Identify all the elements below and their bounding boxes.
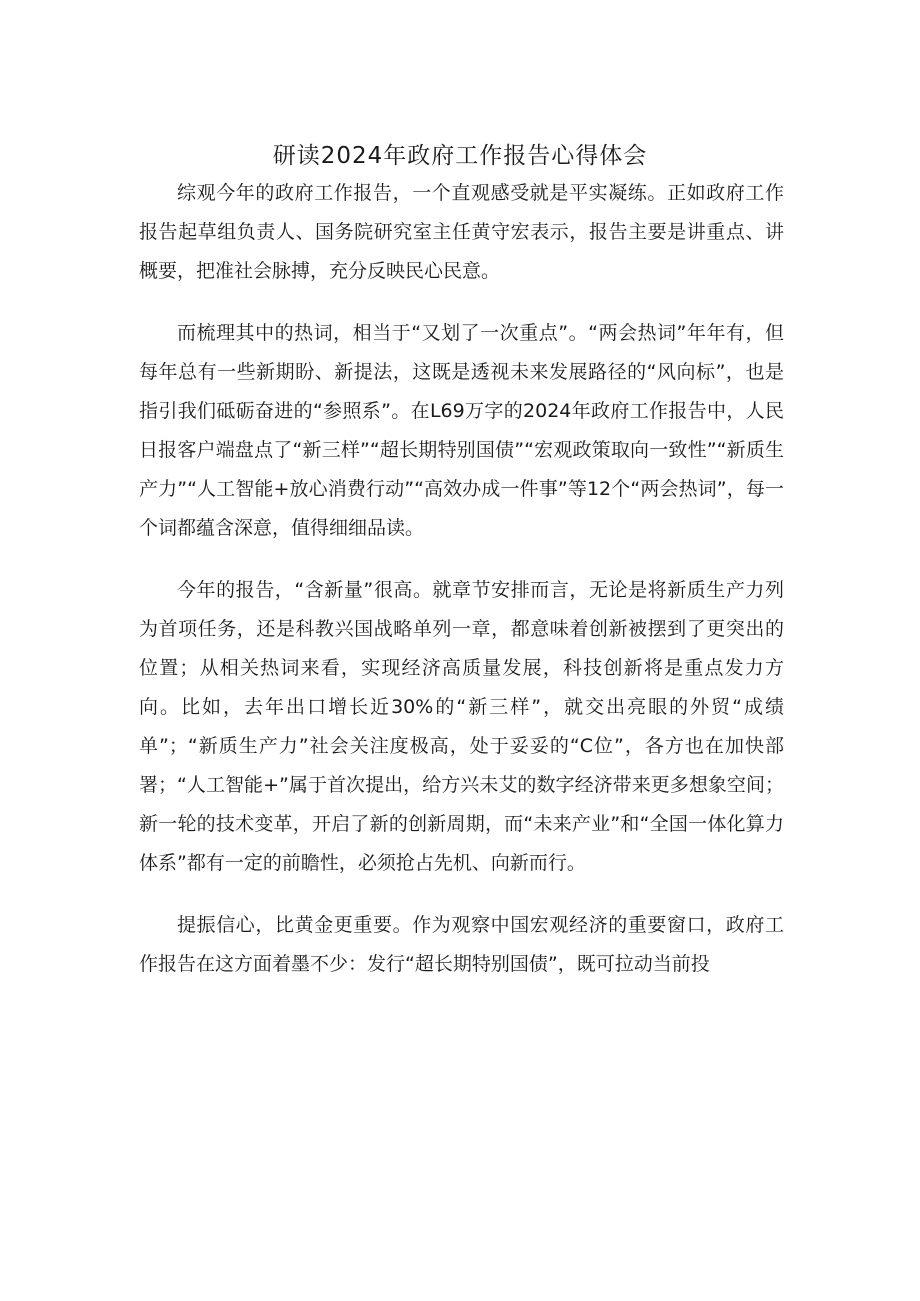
document-title: 研读2024年政府工作报告心得体会: [272, 143, 648, 169]
paragraph-2: 而梳理其中的热词，相当于“又划了一次重点”。“两会热词”年年有，但每年总有一些新期盼、新提法，这既是透视未来发展路径的“风向标”，也是指引我们砥砺奋进的“参照系”。在L69万字的2024年政府工作报告中，人民日报客户端盘点了“新三样”“超长期特别国债”“宏观政策取向一致性”“新质生产力”“人工智能+放心消费行动”“高效办成一件事”等12个“两会热词”，每一个词都蕴含深意，值得细细品读。: [139, 322, 784, 539]
paragraph-3: 今年的报告，“含新量”很高。就章节安排而言，无论是将新质生产力列为首项任务，还是科教兴国战略单列一章，都意味着创新被摆到了更突出的位置；从相关热词来看，实现经济高质量发展，科技创新将是重点发力方向。比如，去年出口增长近30%的“新三样”，就交出亮眼的外贸“成绩单”；“新质生产力”社会关注度极高，处于妥妥的“C位”，各方也在加快部署；“人工智能+”属于首次提出，给方兴未艾的数字经济带来更多想象空间；新一轮的技术变革，开启了新的创新周期，而“未来产业”和“全国一体化算力体系”都有一定的前瞻性，必须抢占先机、向新而行。: [139, 579, 784, 874]
document-body: [139, 174, 784, 1007]
paragraph-4: 提振信心，比黄金更重要。作为观察中国宏观经济的重要窗口，政府工作报告在这方面着墨不少：发行“超长期特别国债”，既可拉动当前投: [139, 914, 784, 975]
paragraph-1: 综观今年的政府工作报告，一个直观感受就是平实凝练。正如政府工作报告起草组负责人、国务院研究室主任黄守宏表示，报告主要是讲重点、讲概要，把准社会脉搏，充分反映民心民意。: [139, 182, 784, 282]
